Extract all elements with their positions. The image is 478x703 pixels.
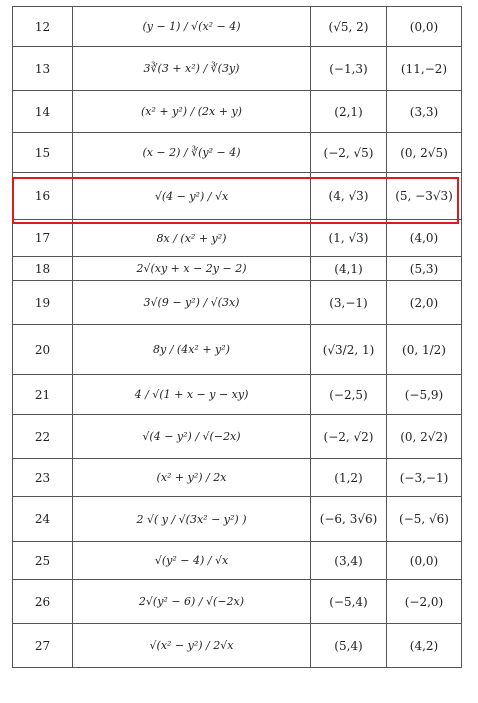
point-b [387, 133, 462, 173]
point-b [387, 173, 462, 220]
row-number-text: 19 [34, 295, 51, 310]
point-b-text: (5,3) [409, 261, 439, 276]
point-b-text: (−5, √6) [399, 512, 449, 526]
row-number [13, 542, 73, 580]
function-expression-text: √(y² − 4) / √x [154, 554, 229, 567]
point-b [387, 497, 462, 542]
point-a [311, 375, 387, 415]
function-expression-text: √(4 − y²) / √(−2x) [142, 430, 241, 443]
function-expression-text: (x − 2) / ∛(y² − 4) [142, 146, 241, 159]
point-a [311, 47, 387, 91]
function-expression-text: 3√(9 − y²) / √(3x) [143, 296, 240, 309]
point-b-text: (0,0) [409, 19, 439, 34]
point-a-text: (4,1) [334, 261, 363, 276]
function-expression-text: 2√(xy + x − 2y − 2) [136, 262, 247, 275]
function-expression [73, 7, 311, 47]
point-a-text: (3,−1) [329, 295, 368, 310]
row-number [13, 459, 73, 497]
point-a [311, 91, 387, 133]
row-number [13, 91, 73, 133]
point-a [311, 497, 387, 542]
point-b-text: (0,0) [409, 553, 439, 568]
function-expression [73, 497, 311, 542]
function-expression-text: 2√(y² − 6) / √(−2x) [138, 595, 245, 608]
row-number-text: 21 [34, 387, 51, 402]
function-expression [73, 91, 311, 133]
point-b-text: (−5,9) [404, 387, 444, 402]
function-expression [73, 325, 311, 375]
row-number-text: 23 [34, 470, 51, 485]
row-number-text: 27 [34, 638, 51, 653]
table-row [13, 133, 462, 173]
point-a [311, 325, 387, 375]
point-b [387, 580, 462, 624]
table-row [13, 257, 462, 281]
row-number [13, 415, 73, 459]
table-row [13, 459, 462, 497]
row-number-text: 26 [34, 594, 51, 609]
table-row [13, 91, 462, 133]
table-row [13, 7, 462, 47]
point-a-text: (2,1) [334, 104, 363, 119]
point-a [311, 624, 387, 668]
row-number-text: 25 [34, 553, 51, 568]
function-expression-text: 8x / (x² + y²) [156, 231, 227, 245]
function-expression-text: 2 √( y / √(3x² − y²) ) [136, 512, 247, 526]
point-b-text: (0, 2√5) [400, 145, 448, 160]
problem-table [12, 6, 462, 668]
row-number [13, 497, 73, 542]
point-b [387, 281, 462, 325]
table-row [13, 47, 462, 91]
point-b [387, 325, 462, 375]
function-expression [73, 220, 311, 257]
function-expression [73, 47, 311, 91]
row-number-text: 22 [34, 429, 51, 444]
function-expression [73, 459, 311, 497]
point-b [387, 542, 462, 580]
function-expression [73, 281, 311, 325]
point-b-text: (0, 2√2) [400, 429, 448, 444]
point-b [387, 220, 462, 257]
function-expression [73, 173, 311, 220]
row-number-text: 20 [34, 342, 51, 357]
table-row [13, 497, 462, 542]
row-number [13, 133, 73, 173]
row-number-text: 12 [34, 19, 51, 34]
row-number [13, 257, 73, 281]
point-a-text: (−6, 3√6) [319, 512, 378, 526]
row-number [13, 173, 73, 220]
row-number [13, 47, 73, 91]
point-a-text: (4, √3) [328, 189, 369, 203]
point-a-text: (5,4) [334, 638, 363, 653]
row-number [13, 580, 73, 624]
point-b-text: (4,2) [409, 638, 439, 653]
point-a-text: (−5,4) [329, 594, 368, 609]
row-number [13, 220, 73, 257]
function-expression-text: 4 / √(1 + x − y − xy) [134, 388, 249, 401]
row-number [13, 325, 73, 375]
point-a-text: (−2, √2) [323, 429, 374, 444]
row-number [13, 7, 73, 47]
point-b-text: (0, 1/2) [402, 342, 446, 357]
row-number [13, 624, 73, 668]
function-expression-text: √(x² − y²) / 2√x [149, 639, 234, 652]
function-expression-text: (y − 1) / √(x² − 4) [142, 20, 241, 33]
row-number-text: 14 [34, 104, 51, 119]
point-b [387, 47, 462, 91]
point-a-text: (3,4) [334, 553, 363, 568]
table-row [13, 580, 462, 624]
point-a [311, 7, 387, 47]
point-b [387, 91, 462, 133]
table-row [13, 375, 462, 415]
function-expression [73, 257, 311, 281]
row-number-text: 18 [34, 261, 51, 276]
row-number [13, 281, 73, 325]
function-expression [73, 415, 311, 459]
point-a [311, 415, 387, 459]
point-a-text: (√3/2, 1) [322, 342, 375, 357]
table-row [13, 415, 462, 459]
point-b-text: (2,0) [409, 295, 439, 310]
point-a [311, 580, 387, 624]
point-b-text: (4,0) [409, 231, 439, 245]
table-row [13, 281, 462, 325]
point-a [311, 459, 387, 497]
point-b [387, 624, 462, 668]
point-b [387, 459, 462, 497]
point-b [387, 375, 462, 415]
point-b [387, 257, 462, 281]
point-b [387, 7, 462, 47]
function-expression-text: √(4 − y²) / √x [154, 189, 229, 203]
point-a [311, 281, 387, 325]
row-number-text: 16 [34, 189, 51, 203]
row-number-text: 15 [34, 145, 51, 160]
point-b-text: (3,3) [409, 104, 439, 119]
function-expression [73, 580, 311, 624]
function-expression-text: (x² + y²) / (2x + y) [141, 105, 242, 118]
point-b-text: (11,−2) [400, 61, 448, 76]
point-a-text: (1,2) [334, 470, 363, 485]
point-a-text: (√5, 2) [328, 19, 369, 34]
point-a-text: (−1,3) [329, 61, 368, 76]
row-number-text: 13 [34, 61, 51, 76]
point-a-text: (1, √3) [328, 231, 369, 245]
function-expression [73, 624, 311, 668]
point-a-text: (−2,5) [329, 387, 368, 402]
point-a [311, 133, 387, 173]
function-expression-text: 3∛(3 + x²) / ∛(3y) [143, 62, 240, 75]
row-number-text: 24 [34, 512, 51, 526]
function-expression-text: (x² + y²) / 2x [156, 471, 227, 484]
row-number-text: 17 [34, 231, 51, 245]
point-b-text: (5, −3√3) [395, 189, 453, 203]
function-expression [73, 542, 311, 580]
point-b-text: (−2,0) [404, 594, 444, 609]
point-a [311, 173, 387, 220]
table-row [13, 624, 462, 668]
point-a [311, 542, 387, 580]
point-b [387, 415, 462, 459]
table-row [13, 173, 462, 220]
point-a [311, 257, 387, 281]
row-number [13, 375, 73, 415]
function-expression-text: 8y / (4x² + y²) [153, 343, 230, 356]
table-row [13, 325, 462, 375]
function-expression [73, 375, 311, 415]
function-expression [73, 133, 311, 173]
point-b-text: (−3,−1) [399, 470, 449, 485]
point-a [311, 220, 387, 257]
point-a-text: (−2, √5) [323, 145, 374, 160]
table-row [13, 542, 462, 580]
table-row [13, 220, 462, 257]
